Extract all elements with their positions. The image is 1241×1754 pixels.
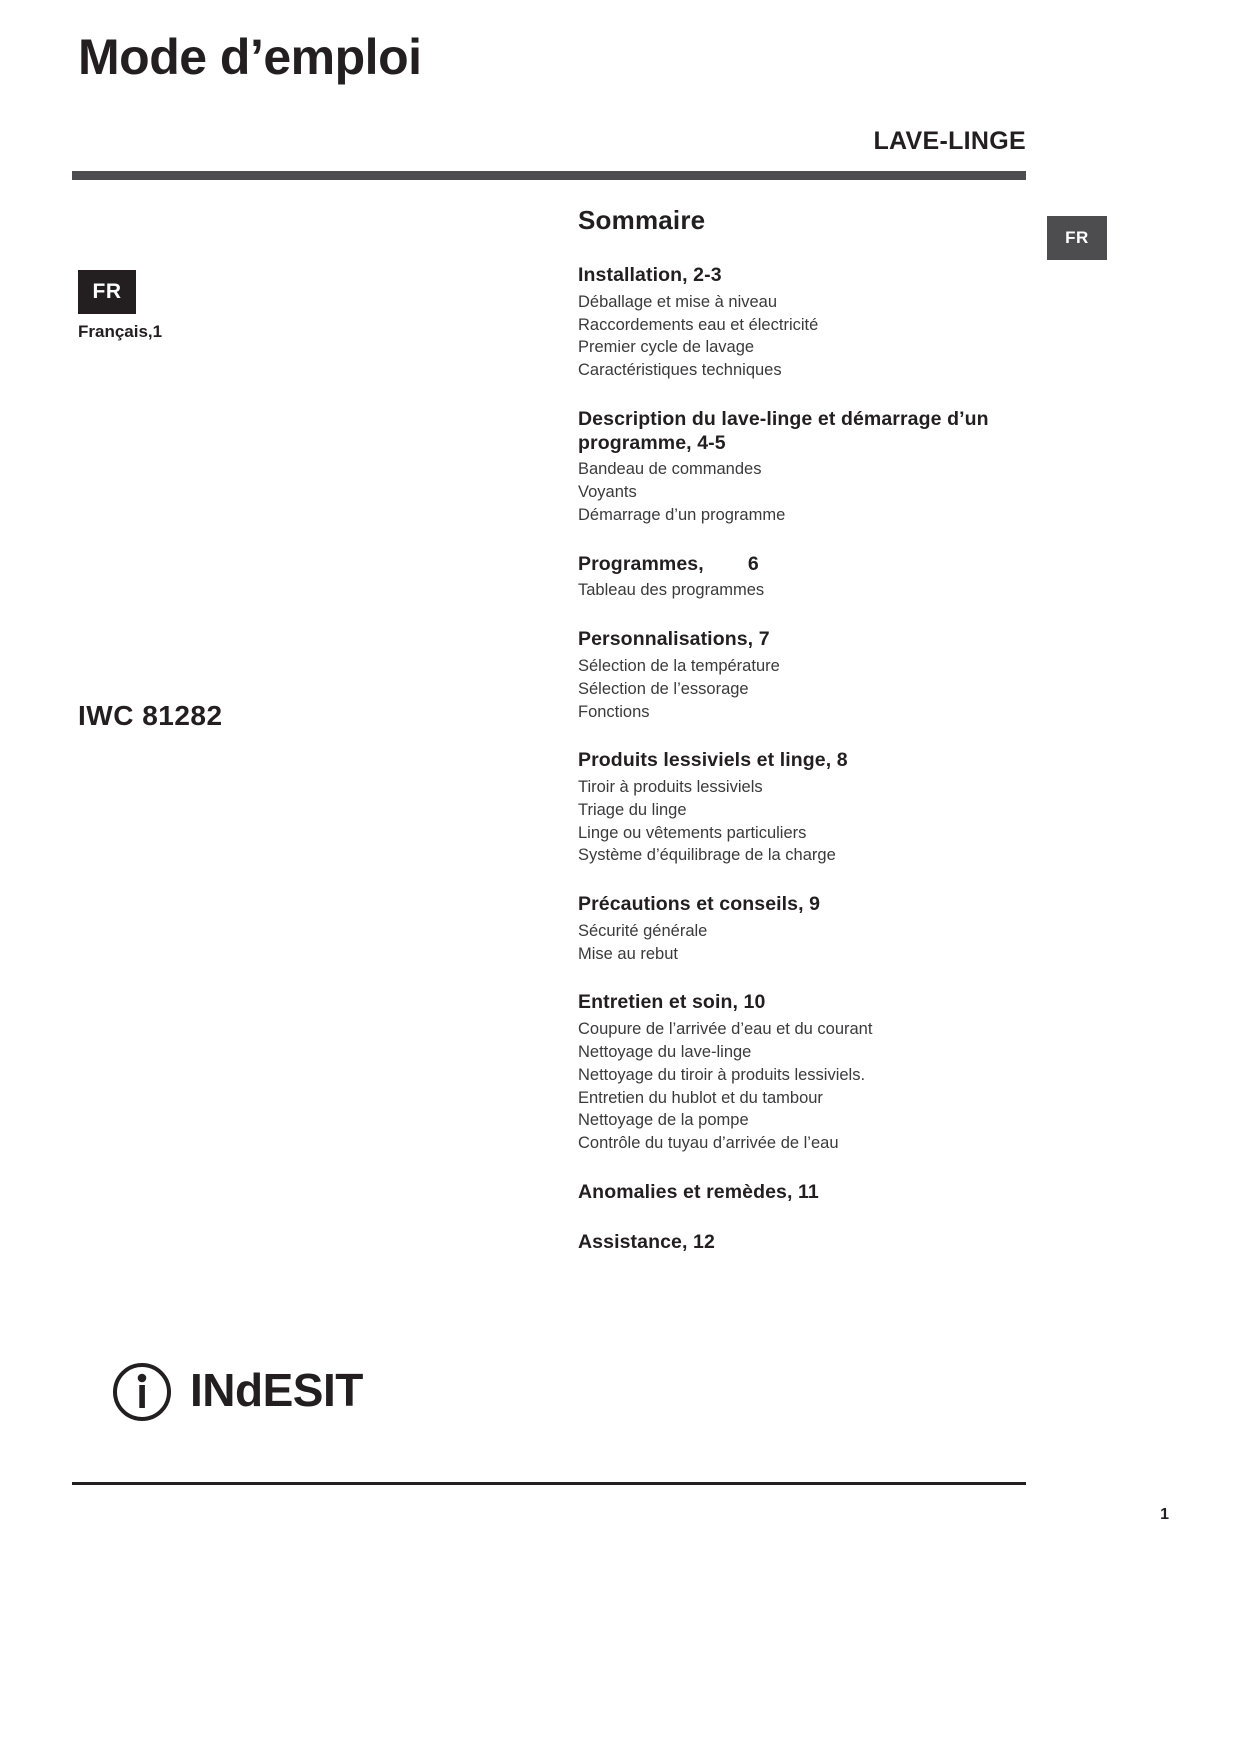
- appliance-type-label: LAVE-LINGE: [873, 127, 1026, 155]
- toc-item[interactable]: Fonctions: [578, 702, 650, 721]
- toc-item[interactable]: Système d’équilibrage de la charge: [578, 846, 836, 865]
- toc-item[interactable]: Caractéristiques techniques: [578, 361, 782, 380]
- language-name-label: Français,1: [78, 322, 163, 341]
- toc-section: [578, 408, 1030, 527]
- toc-item[interactable]: Contrôle du tuyau d’arrivée de l’eau: [578, 1134, 839, 1153]
- brand-wordmark: [190, 1364, 363, 1416]
- brand-logo: [110, 1358, 363, 1422]
- toc-section-heading[interactable]: Entretien et soin, 10: [578, 991, 766, 1014]
- toc-section-heading[interactable]: Programmes, 6: [578, 552, 759, 575]
- toc-item[interactable]: Bandeau de commandes: [578, 460, 762, 479]
- toc-section: [578, 749, 1030, 867]
- toc-item[interactable]: Premier cycle de lavage: [578, 338, 755, 357]
- toc-item[interactable]: Tiroir à produits lessiviels: [578, 778, 763, 797]
- toc-section-heading[interactable]: Anomalies et remèdes, 11: [578, 1180, 819, 1203]
- brand-wordmark-mid: d: [235, 1364, 263, 1416]
- toc-section: [578, 628, 1030, 723]
- toc-item[interactable]: Entretien du hublot et du tambour: [578, 1088, 823, 1107]
- toc-section: [578, 893, 1030, 965]
- table-of-contents: [578, 205, 1030, 1280]
- toc-section-heading[interactable]: Installation, 2-3: [578, 264, 722, 286]
- toc-section-heading[interactable]: Produits lessiviels et linge, 8: [578, 749, 848, 772]
- toc-title: Sommaire: [578, 205, 706, 235]
- toc-item[interactable]: Tableau des programmes: [578, 581, 765, 600]
- toc-section-heading[interactable]: Précautions et conseils, 9: [578, 893, 821, 916]
- footer-divider: [72, 1482, 1026, 1485]
- toc-item[interactable]: Sélection de l’essorage: [578, 679, 749, 698]
- brand-wordmark-tail: ESIT: [262, 1364, 363, 1416]
- toc-item[interactable]: Nettoyage du tiroir à produits lessiviels.: [578, 1065, 866, 1084]
- brand-wordmark-lead: IN: [190, 1364, 235, 1416]
- toc-item[interactable]: Linge ou vêtements particuliers: [578, 823, 807, 842]
- header-divider: [72, 171, 1026, 180]
- toc-item[interactable]: Déballage et mise à niveau: [578, 292, 778, 311]
- toc-section-list: [578, 264, 1030, 1254]
- indesit-circle-i-icon: [110, 1358, 174, 1422]
- toc-item[interactable]: Mise au rebut: [578, 944, 678, 963]
- page-number: 1: [1160, 1506, 1169, 1523]
- toc-item[interactable]: Coupure de l’arrivée d’eau et du courant: [578, 1020, 873, 1039]
- toc-item[interactable]: Voyants: [578, 483, 637, 502]
- toc-section: [578, 991, 1030, 1154]
- toc-section-heading[interactable]: Description du lave-linge et démarrage d’un programme, 4-5: [578, 407, 995, 454]
- toc-section: [578, 264, 1030, 382]
- toc-item[interactable]: Triage du linge: [578, 800, 687, 819]
- toc-section: [578, 1181, 1030, 1205]
- toc-item[interactable]: Nettoyage du lave-linge: [578, 1043, 752, 1062]
- toc-item[interactable]: Sécurité générale: [578, 921, 708, 940]
- model-number: IWC 81282: [78, 700, 223, 731]
- toc-section-heading[interactable]: Personnalisations, 7: [578, 628, 770, 651]
- toc-item[interactable]: Sélection de la température: [578, 657, 780, 676]
- toc-item[interactable]: Raccordements eau et électricité: [578, 315, 819, 334]
- toc-section: [578, 1231, 1030, 1255]
- toc-section-heading[interactable]: Assistance, 12: [578, 1230, 715, 1253]
- page-title: Mode d’emploi: [78, 29, 422, 85]
- toc-item[interactable]: Démarrage d’un programme: [578, 505, 786, 524]
- toc-section: [578, 553, 1030, 603]
- toc-item[interactable]: Nettoyage de la pompe: [578, 1111, 749, 1130]
- language-badge-fr: FR: [78, 270, 136, 314]
- language-tab-fr[interactable]: FR: [1047, 216, 1107, 260]
